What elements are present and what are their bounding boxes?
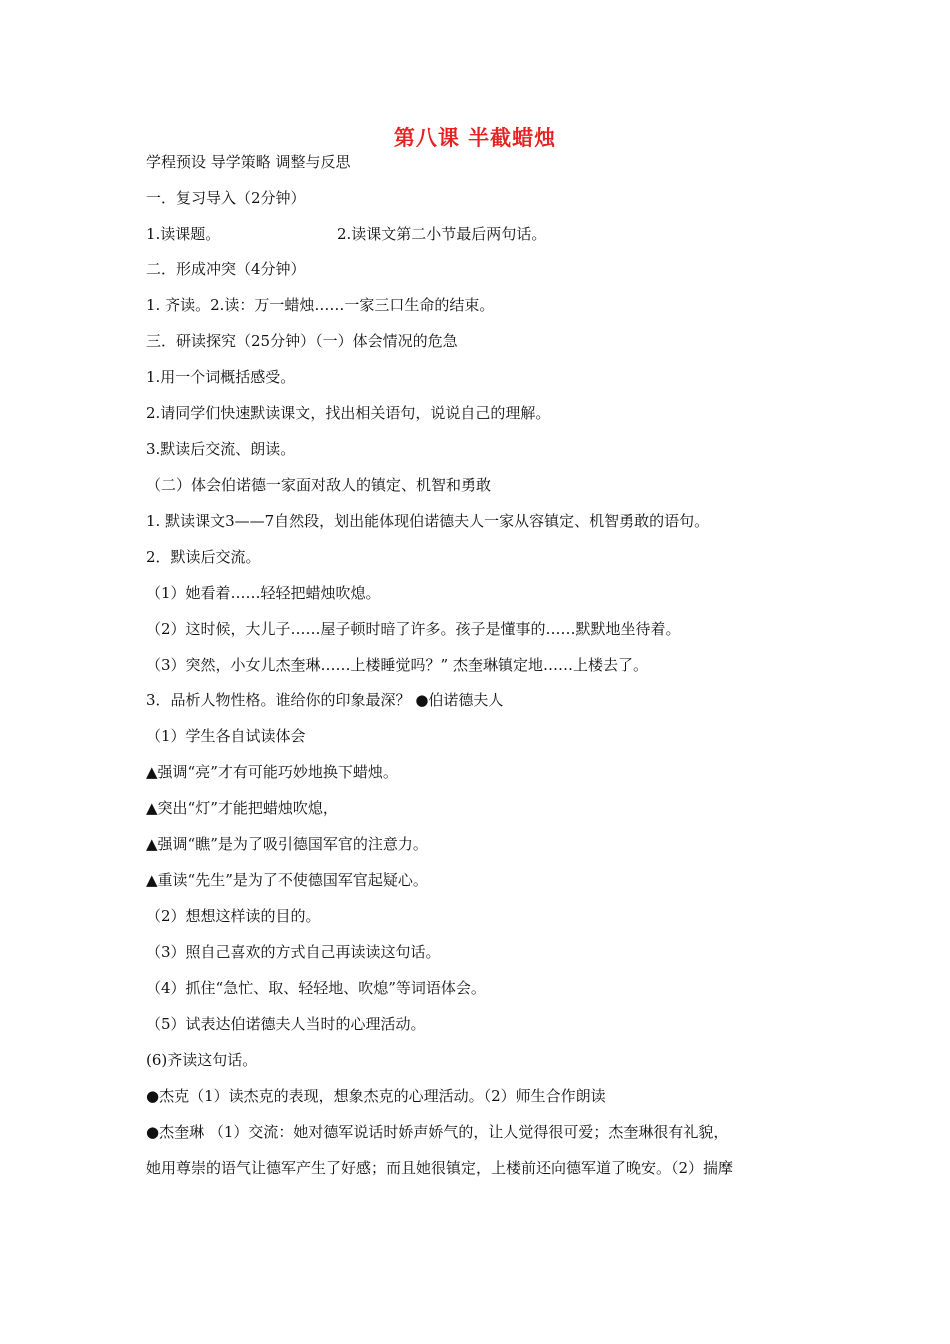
quote-3: （3）突然，小女儿杰奎琳……上楼睡觉吗？” 杰奎琳镇定地……上楼去了。 xyxy=(146,656,648,674)
family-item-3: 3．品析人物性格。谁给你的印象最深？ ●伯诺德夫人 xyxy=(146,691,504,709)
character-jacqueline-line-1: ●杰奎琳 （1）交流：她对德军说话时娇声娇气的，让人觉得很可爱；杰奎琳很有礼貌， xyxy=(146,1123,729,1141)
family-item-1: 1. 默读课文3——7自然段，划出能体现伯诺德夫人一家从容镇定、机智勇敢的语句。 xyxy=(146,512,710,530)
practice-item-2: （2）想想这样读的目的。 xyxy=(146,907,321,925)
practice-item-3: （3）照自己喜欢的方式自己再读读这句话。 xyxy=(146,943,441,961)
quote-2: （2）这时候，大儿子……屋子顿时暗了许多。孩子是懂事的……默默地坐待着。 xyxy=(146,620,681,638)
quote-1: （1）她看着……轻轻把蜡烛吹熄。 xyxy=(146,584,381,602)
explore-item-3: 3.默读后交流、朗读。 xyxy=(146,440,296,458)
review-items-line xyxy=(146,224,220,244)
triangle-point-3: ▲强调“瞧”是为了吸引德国军官的注意力。 xyxy=(146,835,428,853)
triangle-point-2: ▲突出“灯”才能把蜡烛吹熄， xyxy=(146,799,338,817)
practice-item-4: （4）抓住“急忙、取、轻轻地、吹熄”等词语体会。 xyxy=(146,979,486,997)
explore-item-1: 1.用一个词概括感受。 xyxy=(146,368,296,386)
triangle-point-1: ▲强调“亮”才有可能巧妙地换下蜡烛。 xyxy=(146,763,398,781)
explore-item-2: 2.请同学们快速默读课文，找出相关语句，说说自己的理解。 xyxy=(146,404,551,422)
section-heading-conflict: 二．形成冲突（4分钟） xyxy=(146,260,306,278)
character-jack: ●杰克（1）读杰克的表现，想象杰克的心理活动。（2）师生合作朗读 xyxy=(146,1087,606,1105)
practice-item-1: （1）学生各自试读体会 xyxy=(146,727,306,745)
practice-item-6: (6)齐读这句话。 xyxy=(146,1051,258,1069)
conflict-item: 1. 齐读。2.读：万一蜡烛……一家三口生命的结束。 xyxy=(146,296,495,314)
family-item-2: 2．默读后交流。 xyxy=(146,548,261,566)
section-heading-explore: 三．研读探究（25分钟）（一）体会情况的危急 xyxy=(146,332,458,350)
column-header-line: 学程预设 导学策略 调整与反思 xyxy=(146,153,351,171)
triangle-point-4: ▲重读“先生”是为了不使德国军官起疑心。 xyxy=(146,871,428,889)
review-item-2: 2.读课文第二小节最后两句话。 xyxy=(337,225,547,243)
practice-item-5: （5）试表达伯诺德夫人当时的心理活动。 xyxy=(146,1015,426,1033)
review-item-1: 1.读课题。 xyxy=(146,225,221,243)
character-jacqueline-line-2: 她用尊崇的语气让德军产生了好感；而且她很镇定，上楼前还向德军道了晚安。（2）揣摩 xyxy=(146,1159,734,1177)
section-heading-review: 一．复习导入（2分钟） xyxy=(146,189,306,207)
subsection-heading-family: （二）体会伯诺德一家面对敌人的镇定、机智和勇敢 xyxy=(146,476,492,494)
page-title: 第八课 半截蜡烛 xyxy=(393,126,557,150)
